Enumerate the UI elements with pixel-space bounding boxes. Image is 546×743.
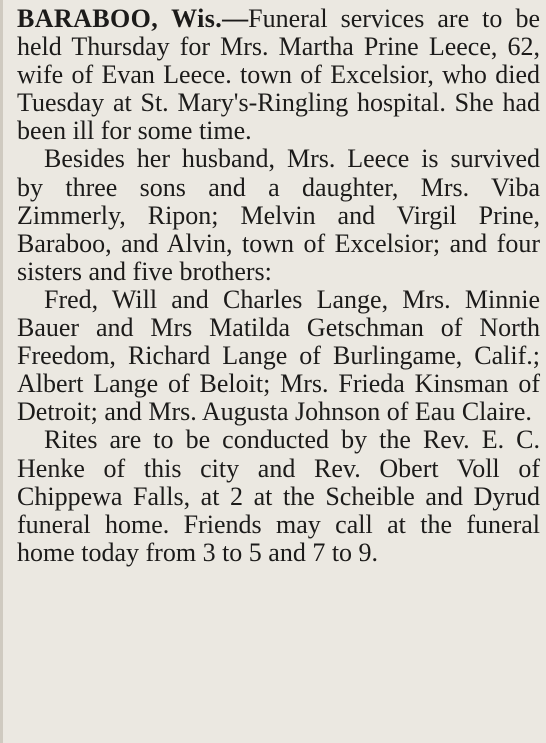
survivors-paragraph: Besides her husband, Mrs. Leece is survived by three sons and a daughter, Mrs. Viba Zimmerly, Ripon; Melvin and Virgil Prine, Baraboo, and Alvin, town of Excelsior; and four sisters and five brothers: — [17, 144, 540, 286]
rites-paragraph: Rites are to be conducted by the Rev. E. C. Henke of this city and Rev. Obert Voll of Chippewa Falls, at 2 at the Scheible and Dyrud funeral home. Friends may call at the funeral home today from 3 to 5 and 7 to 9. — [17, 425, 540, 567]
lead-paragraph — [17, 5, 540, 145]
siblings-paragraph: Fred, Will and Charles Lange, Mrs. Minnie Bauer and Mrs Matilda Getschman of North Freedom, Richard Lange of Burlingame, Calif.; Albert Lange of Beloit; Mrs. Frieda Kinsman of Detroit; and Mrs. Augusta Johnson of Eau Claire. — [17, 284, 540, 427]
lead-text: Funeral services are to be held Thursday for Mrs. Martha Prine Leece, 62, wife of Evan Leece. town of Excelsior, who died Tuesday at St. Mary's-Ringling hospital. She had been ill for some time. — [17, 4, 540, 146]
dateline: BARABOO, Wis. — [17, 4, 223, 33]
clipping-edge — [0, 0, 3, 743]
dateline-dash: — — [222, 4, 249, 33]
